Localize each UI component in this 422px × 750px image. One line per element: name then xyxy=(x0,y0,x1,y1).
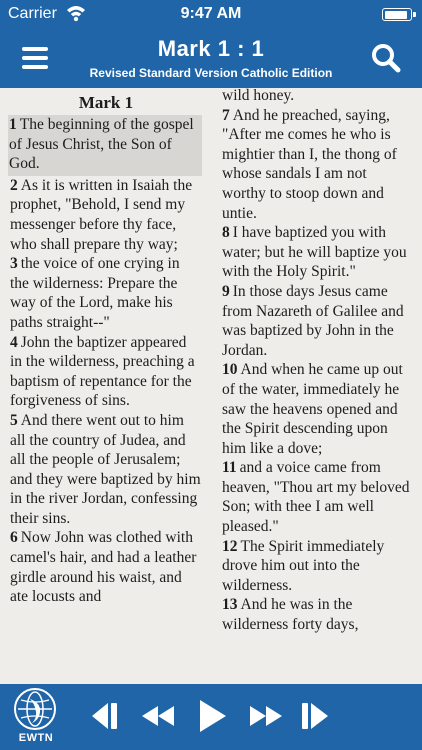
verse-12[interactable]: 12 The Spirit immediately drove him out into the wilderness. xyxy=(222,537,385,594)
skip-to-end-icon[interactable] xyxy=(298,700,332,732)
ewtn-logo[interactable] xyxy=(10,688,62,748)
verse-2[interactable]: 2 As it is written in Isaiah the prophet, "Behold, I send my messenger before thy face, who shall prepare thy way; xyxy=(10,176,193,253)
battery-icon xyxy=(382,8,412,21)
rewind-icon[interactable] xyxy=(140,700,178,732)
scripture-text[interactable] xyxy=(0,88,422,684)
logo-label: EWTN xyxy=(18,732,54,744)
verse-1[interactable]: 1 The beginning of the gospel of Jesus Christ, the Son of God. xyxy=(8,115,202,176)
text-column-left xyxy=(10,88,202,607)
verse-6[interactable]: 6 Now John was clothed with camel's hair, and had a leather girdle around his waist, and ate locusts and xyxy=(10,529,197,606)
verse-4[interactable]: 4 John the baptizer appeared in the wilderness, preaching a baptism of repentance for the forgiveness of sins. xyxy=(10,333,195,410)
search-icon[interactable] xyxy=(370,42,402,74)
verse-10[interactable]: 10 And when he came up out of the water, immediately he saw the heavens opened and the Spirit descending upon him like a dove; xyxy=(222,361,403,457)
page-title[interactable]: Mark 1 : 1 xyxy=(157,36,265,61)
audio-player-bar xyxy=(0,684,422,750)
navigation-bar xyxy=(0,30,422,88)
status-bar xyxy=(0,0,422,30)
play-icon[interactable] xyxy=(196,698,228,734)
verse-3[interactable]: 3 the voice of one crying in the wilderness: Prepare the way of the Lord, make his paths straight--" xyxy=(10,255,180,331)
verse-6-continued[interactable]: wild honey. xyxy=(222,88,295,104)
clock: 9:47 AM xyxy=(180,5,242,22)
text-column-right xyxy=(222,88,414,635)
carrier-label: Carrier xyxy=(8,5,57,22)
globe-icon xyxy=(14,688,56,730)
skip-to-start-icon[interactable] xyxy=(88,700,122,732)
verse-13[interactable]: 13 And he was in the wilderness forty days, xyxy=(222,596,359,634)
verse-9[interactable]: 9 In those days Jesus came from Nazareth of Galilee and was baptized by John in the Jordan. xyxy=(222,282,404,359)
chapter-heading: Mark 1 xyxy=(78,93,134,112)
verse-7[interactable]: 7 And he preached, saying, "After me comes he who is mightier than I, the thong of whose sandals I am not worthy to stoop down and untie. xyxy=(222,106,397,222)
verse-11[interactable]: 11 and a voice came from heaven, "Thou art my beloved Son; with thee I am well pleased." xyxy=(222,459,410,536)
version-subtitle[interactable]: Revised Standard Version Catholic Edition xyxy=(89,66,333,80)
fast-forward-icon[interactable] xyxy=(246,700,284,732)
verse-8[interactable]: 8 I have baptized you with water; but he will baptize you with the Holy Spirit." xyxy=(222,224,407,281)
verse-5[interactable]: 5 And there went out to him all the country of Judea, and all the people of Jerusalem; and they were baptized by him in the river Jordan, confessing their sins. xyxy=(10,411,201,527)
